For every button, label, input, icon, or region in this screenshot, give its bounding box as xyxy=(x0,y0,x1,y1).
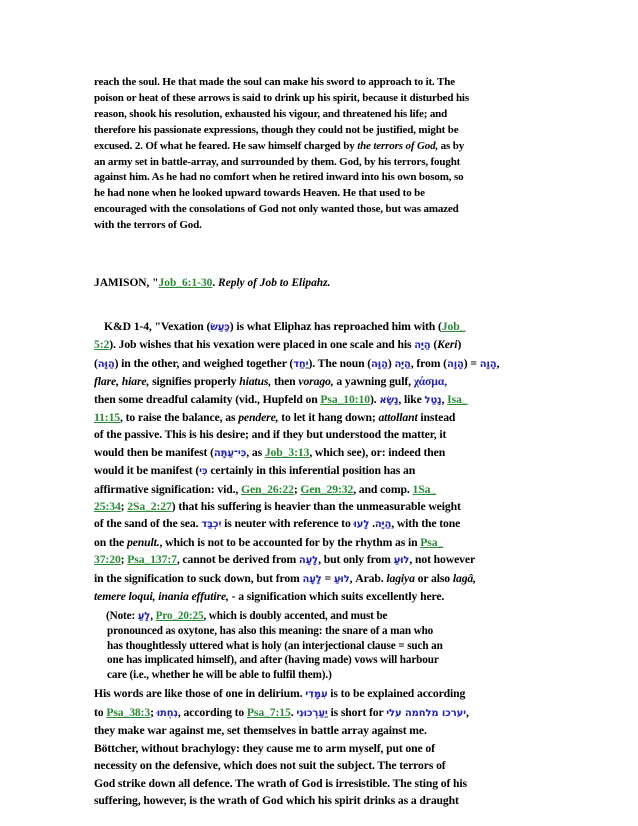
commentary-paragraph-kd xyxy=(94,318,546,809)
text-line: they make war against me, set themselves in battle array against me. xyxy=(94,724,427,738)
text-line: excused. 2. Of what he feared. He saw himself charged by the terrors of God, as by xyxy=(94,139,465,152)
scripture-link[interactable]: Gen_29:32 xyxy=(300,482,354,496)
commentary-paragraph-henry xyxy=(94,75,546,234)
text-line: would then be manifest (כִּי־עַתָּה, as Job_3:13, which see), or: indeed then xyxy=(94,445,446,459)
footnote: (Note: לָעַ, Pro_20:25, which is doubly accented, and must be pronounced as oxytone, has also this meaning: the snare of a man who has thoughtlessly uttered what is holy (an interjectional clause = such an one has implicated himself), and after (having made) vows will harbour care (i.e., whether he will be able to fulfil them).) xyxy=(106,609,443,681)
text-line: God strike down all defence. The wrath of God is irresistible. The sting of his xyxy=(94,776,467,790)
scripture-link[interactable]: Job_6:1-30 xyxy=(158,277,213,289)
scripture-link[interactable]: Job_3:13 xyxy=(264,445,310,459)
scripture-link[interactable]: Gen_26:22 xyxy=(241,482,294,496)
text-line: on the penult., which is not to be accounted for by the rhythm as in Psa_ xyxy=(94,535,444,549)
text-line: flare, hiare, signifies properly hiatus, then vorago, a yawning gulf, χάσμα, xyxy=(94,375,447,389)
text-line: encouraged with the consolations of God not only wanted those, but was amazed xyxy=(94,203,459,216)
text-line: Böttcher, without brachylogy: they cause me to arm myself, put one of xyxy=(94,741,435,755)
text-line: then some dreadful calamity (vid., Hupfeld on Psa_10:10). נָשָׂא, like נָטַל, Isa_ xyxy=(94,392,468,406)
scripture-link[interactable]: Job_ xyxy=(441,320,466,333)
text-line: reach the soul. He that made the soul can make his sword to approach to it. The xyxy=(94,76,455,88)
scripture-link[interactable]: 25:34 xyxy=(94,500,121,514)
text-line: with the terrors of God. xyxy=(94,219,202,232)
section-title: Reply of Job to Elipahz. xyxy=(218,277,331,289)
text-line: (הַוָּה) in the other, and weighed together (יַחַד). The noun הַיָּה (הַוָּה), from הָוָה = (הָוָה), xyxy=(94,356,500,370)
scripture-link[interactable]: Psa_10:10 xyxy=(320,392,370,406)
text-line: necessity on the defensive, which does not suit the subject. The terrors of xyxy=(94,759,446,773)
text-line: 5:2). Job wishes that his vexation were placed in one scale and his הַיָּה (Keri) xyxy=(94,338,462,352)
text-line: of the passive. This is his desire; and if they but understood the matter, it xyxy=(94,428,447,442)
text-line: in the signification to suck down, but from לוּעַ = לָעָה , Arab. lagiya or also lagâ, xyxy=(94,571,476,585)
text-line: of the sand of the sea. יִכְבַּד is neuter with reference to הַיָּה. לָעוּ , with the tone xyxy=(94,517,461,531)
text-line: reason, shook his resolution, exhausted his vigour, and threatened his life; and xyxy=(94,107,448,120)
text-line: K&D 1-4, "Vexation (כַּעַשׂ) is what Eliphaz has reproached him with (Job_ xyxy=(104,320,466,333)
text-line: would it be manifest (כִּי certainly in this inferential position has an xyxy=(94,464,416,478)
text-line: to Psa_38:3; נִחְתוּ, according to Psa_7:15. יַעַרְכוּנִי is short for יערכו מלחמה עלי, xyxy=(94,705,469,719)
scripture-link[interactable]: Psa_137:7 xyxy=(127,553,177,567)
jamison-heading: JAMISON, "Job_6:1-30. Reply of Job to Elipahz. xyxy=(94,277,331,289)
text-line: an army set in battle-array, and surrounded by them. God, by his terrors, fought xyxy=(94,155,461,168)
scripture-link[interactable]: 1Sa_ xyxy=(412,482,437,496)
text-line: 11:15, to raise the balance, as pendere, to let it hang down; attollant instead xyxy=(94,411,456,425)
text-line: therefore his passionate expressions, though they could not be justified, might be xyxy=(94,123,459,136)
text-line: 37:20; Psa_137:7, cannot be derived from לָעָה, but only from לוּעַ, not however xyxy=(94,553,476,567)
scripture-link[interactable]: Isa_ xyxy=(447,392,468,406)
text-line: against him. As he had no comfort when he retired inward into his own bosom, so xyxy=(94,171,464,184)
scripture-link[interactable]: 2Sa_2:27 xyxy=(127,500,172,514)
text-line: affirmative signification: vid., Gen_26:22; Gen_29:32, and comp. 1Sa_ xyxy=(94,482,437,496)
scripture-link[interactable]: Psa_7:15 xyxy=(246,705,291,719)
scripture-link[interactable]: 5:2 xyxy=(94,338,110,352)
text-line: suffering, however, is the wrath of God which his spirit drinks as a draught xyxy=(94,793,459,807)
text-line: he had none when he looked upward towards Heaven. He that used to be xyxy=(94,187,425,200)
text-line: His words are like those of one in delirium. עִמָּדִי is to be explained according xyxy=(94,687,466,701)
scripture-link[interactable]: Psa_ xyxy=(420,535,444,549)
scripture-link[interactable]: Psa_38:3 xyxy=(106,705,151,719)
scripture-link[interactable]: 11:15 xyxy=(94,411,121,425)
scripture-link[interactable]: 37:20 xyxy=(94,553,121,567)
text-line: 25:34; 2Sa_2:27) that his suffering is heavier than the unmeasurable weight xyxy=(94,500,461,514)
text-line: poison or heat of these arrows is said to drink up his spirit, because it disturbed his xyxy=(94,91,469,104)
scripture-link[interactable]: Pro_20:25 xyxy=(155,609,204,622)
text-line: temere loqui, inania effutire, - a signification which suits excellently here. xyxy=(94,590,445,604)
